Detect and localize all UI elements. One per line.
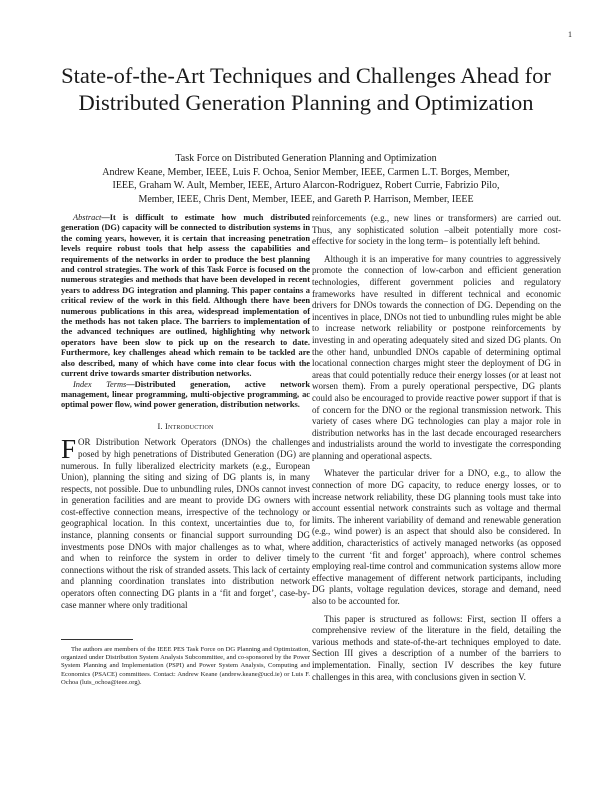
- footnote-text: The authors are members of the IEEE PES Task Force on DG Planning and Optimization, organized under Distribution System Analysis Subcommittee, and co-sponsored by the Power System Planning and Implementation (PSPI) and Power System Analysis, Computing and Economics (PSACE) committees. Contact: Andrew Keane (andrew.keane@ucd.ie) or Luis F. Ochoa (luis_ochoa@ieee.org).: [61, 646, 310, 686]
- drop-cap: F: [61, 434, 77, 465]
- paragraph: reinforcements (e.g., new lines or transformers) are carried out. Thus, any sophisticated solution –albeit potentially more cost-effective for society in the long term– is potentially left behind.: [312, 213, 561, 247]
- left-column: [61, 213, 310, 611]
- index-terms-text: —Distributed generation, active network management, linear programming, multi-objective programming, ac optimal power flow, wind power generation, distribution networks.: [61, 379, 310, 410]
- footnote: [61, 646, 310, 687]
- section-heading: I. Introduction: [157, 421, 214, 431]
- paragraph: This paper is structured as follows: First, section II offers a comprehensive review of the literature in the field, detailing the various methods and state-of-the-art techniques employed to date. Section III gives a description of a number of the barriers to implementation. Finally, section IV describes the key future challenges in this area, with conclusions given in section V.: [312, 613, 561, 682]
- paragraph: Although it is an imperative for many countries to aggressively promote the connection of low-carbon and efficient generation technologies, different government policies and regulatory frameworks have resulted in different technical and economic drivers for DNOs towards the connection of DG. Depending on the incentives in place, DNOs not tied to unbundling rules might be able to increase network reliability or postpone reinforcements by investing in and operating adequately sited and sized DG plants. On the other hand, unbundled DNOs capable of determining optimal locational connection charges might steer the deployment of DG in areas that could potentially reduce their energy losses (or at least not worsen them). From a purely operational perspective, DG plants could also be encouraged to provide reactive power support if that is of concern for the DNO or the regional transmission network. This variety of cases where DG technologies can play a major role in distribution networks has in the last decade encouraged researchers and industrialists around the world to investigate the corresponding planning and operational aspects.: [312, 253, 561, 461]
- author-line: Andrew Keane, Member, IEEE, Luis F. Ochoa, Senior Member, IEEE, Carmen L.T. Borges, Member,: [102, 166, 510, 178]
- page-number: 1: [568, 30, 572, 39]
- footnote-divider: [61, 639, 133, 640]
- right-column: [312, 213, 561, 683]
- paragraph: Whatever the particular driver for a DNO, e.g., to allow the connection of more DG capacity, to reduce energy losses, or to increase network reliability, these DG planning tools must take into account essential network constraints such as voltage and thermal limits. The inherent variability of demand and renewable generation (e.g., wind power) is an aspect that should also be considered. In addition, characteristics of actively managed networks (as opposed to the current ‘fit and forget’ approach), where control schemes employing real-time control and communication systems allow more effective management of different network participants, including DG plants, voltage regulation devices, storage and demand, need also to be accounted for.: [312, 468, 561, 606]
- author-block: [78, 152, 534, 206]
- author-line: IEEE, Graham W. Ault, Member, IEEE, Arturo Alarcon-Rodriguez, Robert Currie, Fabrizio Pilo,: [112, 180, 500, 191]
- task-force-name: Task Force on Distributed Generation Planning and Optimization: [175, 153, 437, 164]
- paragraph-text: OR Distribution Network Operators (DNOs) the challenges posed by high penetrations of Distributed Generation (DG) are numerous. In fully liberalized electricity markets (e.g., European Union), planning the siting and sizing of DG plants is, in many respects, not possible. Due to unbundling rules, DNOs cannot invest in generation facilities and are meant to provide DG owners with cost-effective connection means, irrespective of the technology or geographical location. In this context, uncertainties due to, for instance, planning consents or financial support surrounding DG investments pose DNOs with major challenges as to what, where and when to reinforce the system in order to deliver timely connections without the risk of stranded assets. This lack of certainty and planning coordination translates into distribution network operators often connecting DG plants in a ‘fit and forget’, case-by-case manner where only traditional: [61, 437, 310, 610]
- author-line: Member, IEEE, Chris Dent, Member, IEEE, and Gareth P. Harrison, Member, IEEE: [138, 193, 474, 205]
- abstract-label: Abstract: [73, 213, 102, 222]
- index-terms: [61, 380, 310, 411]
- index-terms-label: Index Terms: [73, 379, 127, 389]
- abstract: [61, 213, 310, 380]
- paragraph: [61, 434, 310, 611]
- abstract-text: —It is difficult to estimate how much distributed generation (DG) capacity will be connected to distribution systems in the coming years, however, it is certain that increasing penetration levels require robust tools that help assess the capabilities and requirements of the networks in order to produce the best planning and control strategies. The work of this Task Force is focused on the numerous strategies and methods that have been developed in recent years to address DG integration and planning. This paper contains a critical review of the work in this field. Although there have been numerous publications in this area, widespread implementation of the methods has not taken place. The barriers to implementation of the advanced techniques are outlined, highlighting why network operators have been slow to pick up on the research to date. Furthermore, key challenges ahead which remain to be tackled are also described, many of which have come into clear focus with the current drive towards smarter distribution networks.: [61, 213, 310, 379]
- paper-title: State-of-the-Art Techniques and Challenges Ahead for Distributed Generation Planning and Optimization: [61, 63, 551, 115]
